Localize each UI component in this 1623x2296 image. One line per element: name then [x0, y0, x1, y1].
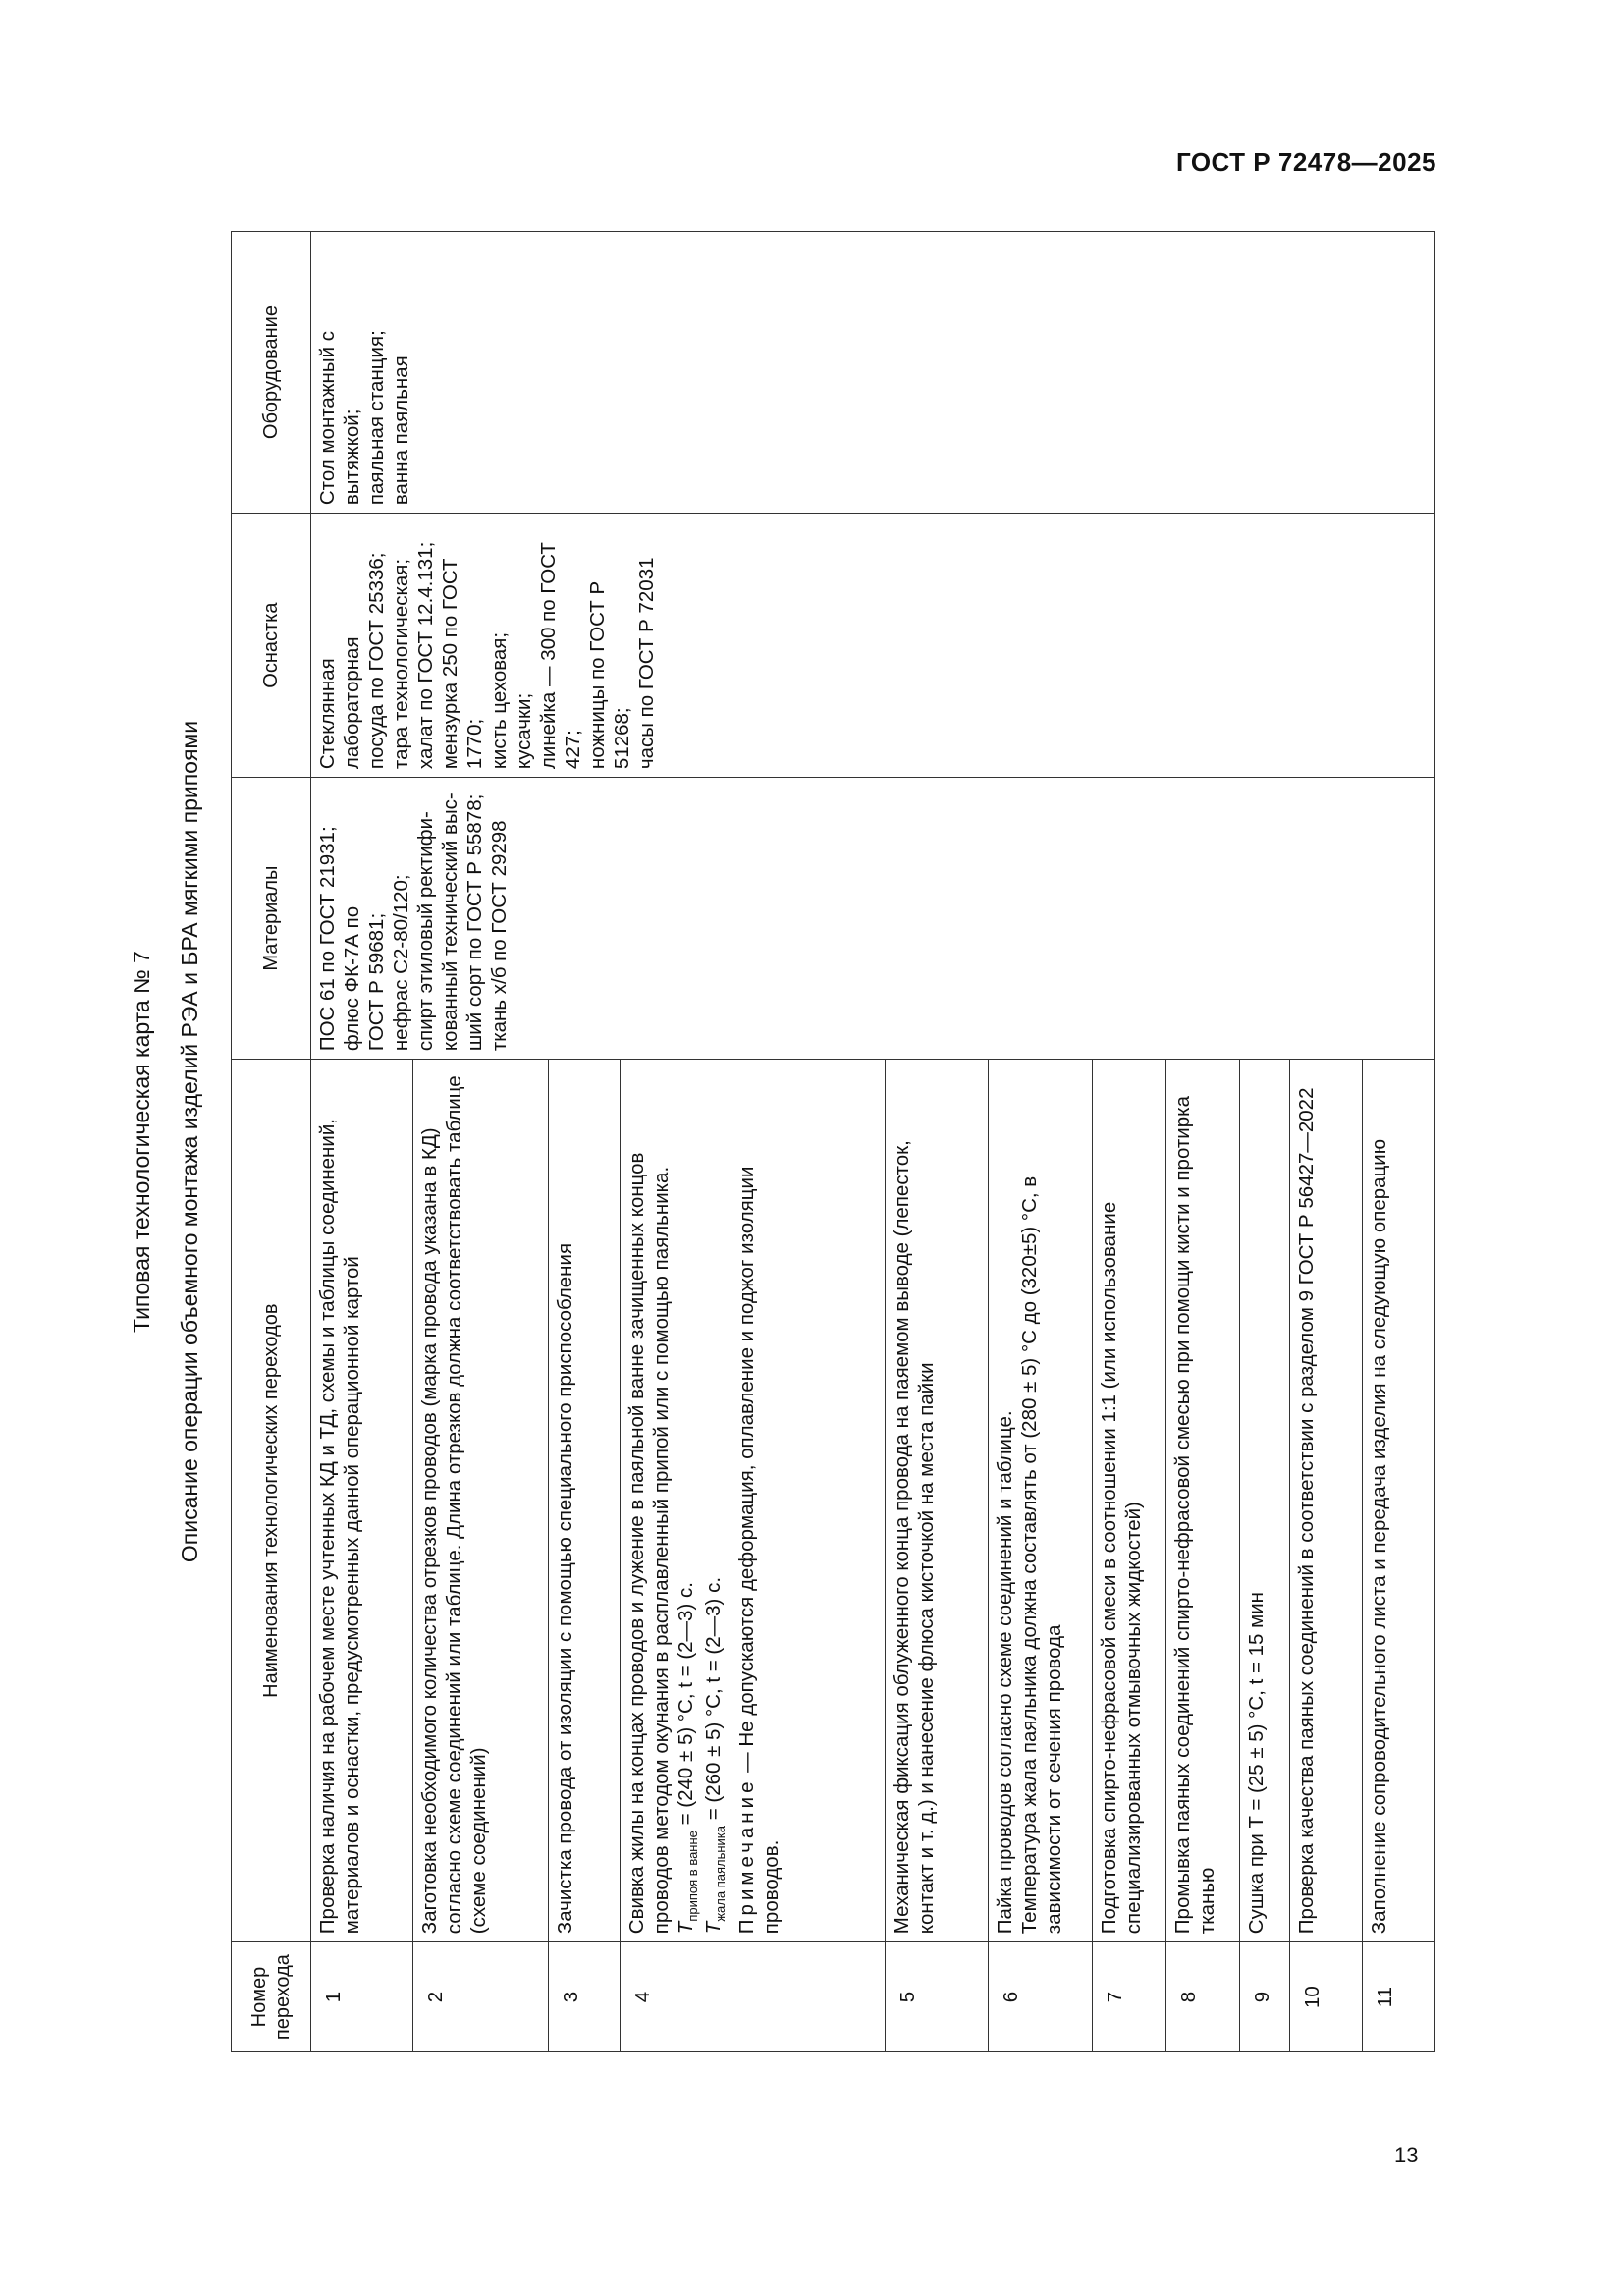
page-number: 13: [1394, 2143, 1419, 2167]
formula-iron-tip: [701, 1067, 729, 1934]
step-text: Промывка паяных соединений спирто-нефрасовой смесью при помощи кисти и протирка тканью: [1166, 1060, 1240, 1942]
formula-symbol: T: [702, 1921, 726, 1935]
materials-line: флюс ФК-7А по: [341, 905, 363, 1052]
rotated-landscape-content: [123, 231, 1397, 2052]
tooling-line: часы по ГОСТ Р 72031: [635, 557, 658, 770]
equipment-line: паяльная станция;: [365, 330, 388, 506]
equipment-line: ванна паяльная: [390, 355, 412, 506]
formula-symbol: T: [675, 1921, 698, 1935]
card-title: Типовая технологическая карта № 7: [129, 951, 154, 1333]
step-number: 6: [988, 1942, 1093, 2052]
step-text: Проверка качества паяных соединений в соответствии с разделом 9 ГОСТ Р 56427—2022: [1290, 1060, 1363, 1942]
step-number: 3: [548, 1942, 621, 2052]
step-text: Заготовка необходимого количества отрезков проводов (марка провода указана в КД) согласно схеме соединений или таблице. Длина отрезков должна соответствовать таблице (схеме соединений): [413, 1060, 548, 1942]
col-header-equipment: Оборудование: [232, 232, 311, 514]
materials-line: спирт этиловый ректифи-: [414, 811, 437, 1052]
tooling-line: Стеклянная лабораторная: [316, 636, 363, 770]
process-table: [231, 231, 1435, 2052]
materials-line: кованный технический выс-: [439, 793, 461, 1052]
equipment-line: Стол монтажный с: [316, 331, 339, 506]
captions: [123, 231, 231, 2052]
operation-title: Описание операции объемного монтажа изделий РЭА и БРА мягкими припоями: [177, 720, 202, 1563]
step-number: 11: [1363, 1942, 1435, 2052]
step-text: Подготовка спирто-нефрасовой смеси в соотношении 1:1 (или использование специализированных отмывочных жидкостей): [1093, 1060, 1166, 1942]
tooling-line: посуда по ГОСТ 25336;: [365, 552, 388, 770]
note: [734, 1067, 784, 1934]
equipment-cell: [311, 232, 1435, 514]
formula-subscript: жала паяльника: [713, 1825, 729, 1922]
materials-line: ткань х/б по ГОСТ 29298: [488, 820, 511, 1052]
formula-subscript: припоя в ванне: [685, 1831, 701, 1922]
step-text: Заполнение сопроводительного листа и передача изделия на следующую операцию: [1363, 1060, 1435, 1942]
equipment-line: вытяжкой;: [341, 409, 363, 506]
note-label: Примечание: [735, 1777, 759, 1935]
step-text: Пайка проводов согласно схеме соединений и таблице.: [993, 1410, 1016, 1935]
standard-designation: ГОСТ Р 72478—2025: [1175, 147, 1436, 177]
step-number: 9: [1240, 1942, 1290, 2052]
formula-solder-bath: [674, 1067, 701, 1934]
step-number: 5: [886, 1942, 988, 2052]
step-number: 1: [311, 1942, 413, 2052]
step-number: 2: [413, 1942, 548, 2052]
tooling-line: халат по ГОСТ 12.4.131;: [414, 541, 437, 770]
materials-line: ПОС 61 по ГОСТ 21931;: [316, 826, 339, 1052]
tooling-line: ножницы по ГОСТ Р 51268;: [586, 580, 633, 770]
col-header-tooling: Оснастка: [232, 514, 311, 778]
col-header-steps: Наименования технологических переходов: [232, 1060, 311, 1942]
formula-value: = (240 ± 5) °С, t = (2—3) с.: [675, 1582, 698, 1831]
tooling-line: тара технологическая;: [390, 558, 412, 770]
step-text: Проверка наличия на рабочем месте учтенных КД и ТД, схемы и таблицы соединений, материалов и оснастки, предусмотренных данной операционной картой: [311, 1060, 413, 1942]
materials-line: ший сорт по ГОСТ Р 55878;: [463, 793, 486, 1052]
step-text: Сушка при T = (25 ± 5) °С, t = 15 мин: [1240, 1060, 1290, 1942]
tooling-line: кисть цеховая;: [488, 631, 511, 770]
col-header-number: Номер перехода: [232, 1942, 311, 2052]
formula-value: = (260 ± 5) °С, t = (2—3) с.: [702, 1576, 726, 1826]
step-text: Зачистка провода от изоляции с помощью специального приспособления: [548, 1060, 621, 1942]
step-number: 8: [1166, 1942, 1240, 2052]
tooling-cell: [311, 514, 1435, 778]
step-number: 7: [1093, 1942, 1166, 2052]
step-4-cell: [621, 1060, 886, 1942]
col-header-materials: Материалы: [232, 778, 311, 1060]
step-text: Механическая фиксация облуженного конца провода на паяемом выводе (лепесток, контакт и т. д.) и нанесение флюса кисточкой на места пайки: [886, 1060, 988, 1942]
materials-cell: [311, 778, 1435, 1060]
materials-line: нефрас С2-80/120;: [390, 874, 412, 1052]
table-row: [311, 232, 413, 2052]
step-number: 10: [1290, 1942, 1363, 2052]
step-text-continued: Температура жала паяльника должна составлять от (280 ± 5) °С до (320±5) °С, в зависимости от сечения провода: [1017, 1175, 1065, 1935]
step-text: Свивка жилы на концах проводов и лужение в паяльной ванне зачищенных концов проводов методом окунания в расплавленный припой или с помощью паяльника.: [625, 1152, 674, 1935]
tooling-line: мензурка 250 по ГОСТ 1770;: [439, 558, 486, 770]
step-6-cell: [988, 1060, 1093, 1942]
table-header-row: [232, 232, 311, 2052]
step-number: 4: [621, 1942, 886, 2052]
note-text: — Не допускаются деформация, оплавление и поджог изоляции проводов.: [735, 1166, 784, 1935]
tooling-line: линейка — 300 по ГОСТ 427;: [537, 542, 584, 770]
tooling-line: кусачки;: [513, 692, 535, 770]
materials-line: ГОСТ Р 59681;: [365, 912, 388, 1052]
